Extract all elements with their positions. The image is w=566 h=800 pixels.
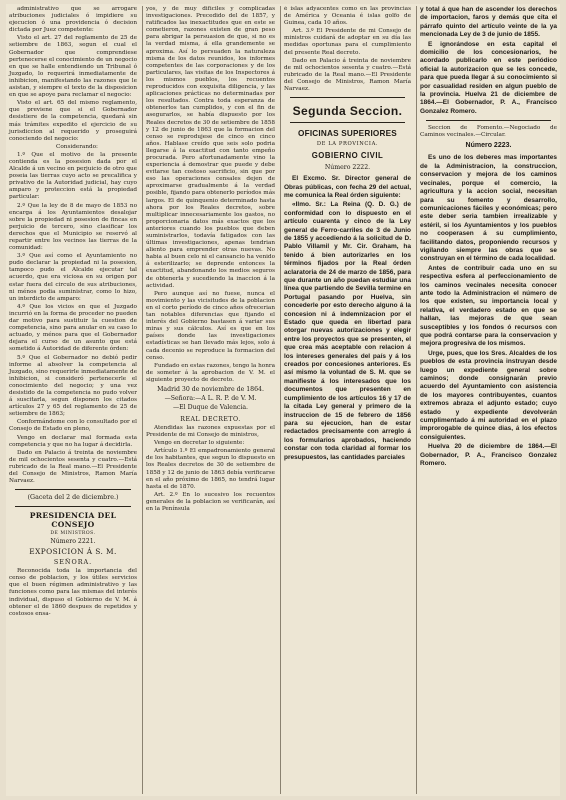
paragraph: E ignorándose en esta capital el domicilio de los concesionarios, he acordado publicarlo en este periódico oficial la autorizacion que se les concede, para que pueda llegar á su conocimiento si por casualidad residen en algun pueblo de la provincia. Huelva 21 de diciembre de 1864.—El Gobernador, P. A., Francisco Gonzalez Romero. — [420, 40, 557, 115]
paragraph: Antes de contribuir cada uno en su respectiva esfera al perfeccionamiento de los caminos vecinales necesita conocer ante todo la Administracion el número de los que existen, su importancia local y relativa, el verdadero estado en que se hallan, las mejoras de que sean susceptibles y los fondos ó recursos con que podrá contarse para la conservacion y mejora progresiva de los mismos. — [420, 264, 557, 348]
paragraph: Huelva 20 de diciembre de 1864.—El Gobernador, P. A., Francisco Gonzalez Romero. — [420, 443, 557, 468]
paragraph: Dado en Palacio á treinta de noviembre de mil ochocientos sesenta y cuatro.—Está rubricado de la Real mano.—El Presidente del Consejo de Ministros, Ramon María Narvaez. — [9, 449, 137, 485]
salutation: SEÑORA. — [53, 558, 93, 567]
paragraph: Atendidas las razones expuestas por el Presidente de mi Consejo de ministros, — [146, 424, 275, 439]
fomento-heading: Seccion de Fomento.—Negociado de Caminos vecinales.—Circular. — [420, 125, 557, 139]
signature: —El Duque de Valencia. — [172, 403, 249, 411]
paragraph: 4.º Que los vicios en que el Juzgado incurrió en la forma de proceder no pueden dar motivo para sustituir la cuestion de competencia, sino para anular en su caso lo actuado, y ménos para que el Gobernador dejara el curso de un asunto que está sometido á Autoridad de diferente órden: — [9, 303, 137, 353]
document-number: Número 2221. — [50, 538, 96, 546]
paragraph: Conformándome con lo consultado por el Consejo de Estado en pleno, — [9, 419, 137, 433]
paragraph: Dado en Palacio á treinta de noviembre de mil ochocientos sesenta y cuatro.—Está rubricado de la Real mano.—El Presidente del Consejo de Ministros, Ramon María Narvaez. — [284, 57, 411, 93]
paragraph: Art. 3.º El Presidente de mi Consejo de ministros cuidará de adoptar en su día las medidas oportunas para el cumplimiento del presente Real decreto. — [284, 28, 411, 56]
divider — [15, 489, 131, 490]
paragraph: é islas adyacentes como en las provincias de América y Oceania é islas golfo de Guinea, cada 10 años. — [284, 6, 411, 27]
paragraph: Fundado en estas razones, tengo la honra de someter á la aprobacion de V. M. el siguiente proyecto de decreto. — [146, 362, 275, 383]
section-title: Segunda Seccion. — [292, 104, 403, 119]
paragraph: Art. 2.º En lo sucesivo los recuentos generales de la poblacion se verificarán, así en la Península — [146, 491, 275, 512]
divider — [426, 120, 551, 121]
decree-heading: REAL DECRETO. — [180, 415, 241, 423]
newspaper-page — [6, 4, 560, 796]
column-1 — [6, 6, 140, 794]
paragraph: 1.º Que el motivo de la presente contienda es la posesion dada por el Alcalde á un vecino en perjuicio de otro que poseia las tierras cuyo acto se precalifica y privativo de la Autoridad judicial, hay cuyo amparo y proteccion está la propiedad particular: — [9, 151, 137, 201]
province-subheading: DE LA PROVINCIA. — [316, 141, 379, 148]
paragraph: Reconocida toda la importancia del censo de poblacion, y los útiles servicios que el buen régimen administrativo y las funciones como para las mismas del interés individual, dispuso el Gobierno de V. M. á obtener el de 1860 despues de repetidos y costosos ensa- — [9, 568, 137, 617]
closing-line: —Señora:—A L. R. P. de V. M. — [164, 394, 257, 402]
paragraph: Visto el art. 27 del reglamento de 25 de setiembre de 1863, segun el cual el Gobernador que comprendiese pertenecerse el conocimiento de un negocio en que se halle entendiendo un Tribunal ó Juzgado, lo requerirá inmediatamente de inhibicion, manifestando las razones que le asistan, y siempre el texto de la disposicion en que se apoye para reclamar el negocio: — [9, 35, 137, 99]
paragraph: 3.º Que así como el Ayuntamiento no pudo declarar la propiedad ni la posesion, tampoco pudo el Alcalde ejecutar tal acuerdo, que era viciosa en su origen por estar fuera del circulo de sus atribuciones, ni ménos podia suministrar, como lo hizo, un interdicto de amparo: — [9, 253, 137, 302]
exposition-heading: EXPOSICION Á S. M. — [29, 547, 117, 557]
document-number: Número 2222. — [324, 164, 371, 172]
paragraph: «Ilmo. Sr.: La Reina (Q. D. G.) de conformidad con lo dispuesto en el artículo cuarenta y cinco de la Ley general de Ferro-carriles de 3 de Junio de 1855 y accediendo á la solicitud de D. Pablo Villamil y Mr. Cir. Graham, ha tenido á bien autorizarles en los términos fijados por la Real órden aclaratoria de 24 de marzo de 1856, para que durante un año puedan estudiar una línea que partiendo de Sevilla termine en Portugal pasando por Huelva, sin concederle por esto derecho alguno á la concesion ni á indemnizacion por el Estado que queda en libertad para otorgar nuevas autorizaciones y elegir entre los proyectos que se presenten, el que crea más aceptable con relacion á los intereses generales del país y á los creados por concesiones anteriores. Es así mismo la voluntad de S. M. que se manifieste á los interesados que los documentos que presenten en cumplimiento de los artículos 16 y 17 de la citada Ley general y primero de la instruccion de 15 de febrero de 1856 para su ejecucion, han de estar redactados precisamente con arreglo á los formularios aprobados, haciendo constar con toda claridad al formar los presupuestos, las cantidades parciales — [284, 201, 411, 461]
paragraph: 2.º Que la ley de 8 de mayo de 1853 no encarga á los Ayuntamientos desalojar sobre la propiedad ni posesion de fincas en perjuicio de tercero, sino clasificar los derechos que el Municipio se reservó al repartir entre los vecinos las tierras de la comunidad: — [9, 202, 137, 252]
document-number: Número 2223. — [465, 142, 512, 150]
offices-heading: OFICINAS SUPERIORES — [298, 129, 397, 139]
paragraph: administrativo que se arrogare atribuciones judiciales ó impidiere su ejecucion ó una providencia ó decision dictada por Juez competente: — [9, 6, 137, 34]
paragraph: Artículo 1.º El empadronamiento general de los habitantes, que segun lo dispuesto en los Reales decretos de 30 de setiembre de 1858 y 12 de junio de 1863 debía verificarse en el año próximo de 1865, no tendrá lugar hasta el de 1870. — [146, 448, 275, 490]
paragraph: 5.º Que el Gobernador no debió pedir informe al absolver la competencia al Juzgado, sino requerirle inmediatamente de inhibicion, si consideró pertenecerle el conocimiento del negocio; y una vez desistido de la competencia no pudo volver á suscitarla, segun disponen los citados artículos 27 y 65 del reglamento de 25 de setiembre de 1863; — [9, 354, 137, 418]
paragraph: y total á que han de ascender los derechos de importacion, faros y demás que cita el párrafo quinto del artículo veinte de la ya mencionada Ley de 3 de junio de 1855. — [420, 6, 557, 39]
divider — [290, 122, 405, 123]
section-heading: PRESIDENCIA DEL CONSEJO — [29, 511, 117, 530]
col1-top-text — [9, 6, 137, 485]
column-2 — [142, 6, 278, 794]
section-subheading: DE MINISTROS. — [50, 531, 96, 537]
gaceta-reference: (Gaceta del 2 de diciembre.) — [27, 494, 119, 502]
column-4 — [416, 6, 560, 794]
paragraph: Es uno de los deberes mas importantes de la Administracion, la construccion, conservacion y mejora de los caminos vecinales, porque el comercio, la agricultura y la accion social, necesitan para su fomento y desarrollo, comunicaciones fáciles y económicas; pero este deber seria tambien irrealizable y estéril, si los Ayuntamientos y los pueblos no cooperasen á su cumplimiento, facilitando datos, proponiendo recursos y vigilando siempre las obras que se construyan en el término de cada localidad. — [420, 154, 557, 263]
paragraph: El Excmo. Sr. Director general de Obras públicas, con fecha 29 del actual, me comunica la Real órden siguiente: — [284, 175, 411, 199]
divider — [290, 97, 405, 98]
divider — [15, 506, 131, 507]
paragraph: Vengo en declarar mal formada esta competencia y que no ha lugar á decidirla. — [9, 434, 137, 448]
paragraph: yos, y de muy difíciles y complicadas investigaciones. Precedido del de 1857, y ratificados las inexactitudes que en este se cometieron, razones existen de gran peso para abrigar la persuasion de que, si no es la verdad misma, á ella grandemente se aproxima. Así lo persuaden la naturaleza misma de los datos reunidos, los informes competentes de las corporaciones y de los particulares, las visitas de los Inspectores á los mismos pueblos, los recuentos reproducidos con exquisita diligencia, y las aplicaciones prácticas no determinadas por los resultados. Contra toda esperanza de obtenerlos tan cumplidos, y con el fin de asegurarlos, se había dispuesto por los Reales decretos de 30 de setiembre de 1858 y 12 de junio de 1863 que la formacion del censo se reprodujese de cinco en cinco años. Hablase creído que seis solo podria llegarse á la exactitud con tanto empeño procurada. Pero afortunadamente vino la experiencia á demostrar que puede y debe evitarse tan costoso sacrificio, sin que por eso las operaciones censales dejen de aproximarse gradualmente á la verdad posible, fijando para obtenerlo períodos más largos. El de quinquenio determinado hasta ahora por los Reales decretos, sobre multiplicar innecesariamente los gastos, no proporcionaria datos más exactos que los anteriores cuando los pueblos que deben suministrarlos, todavía fatigados con las últimas investigaciones, apenas tendrian aliento para emprender otras nuevas. No habia al buen celo ni el cansancio ha venido á esterilizarlo; se deprende entonces la exactitud, abandonando los medios seguros de obtenerla y sucediendo la inaccion á la actividad. — [146, 6, 275, 289]
date-line: Madrid 30 de noviembre de 1864. — [157, 385, 264, 393]
government-heading: GOBIERNO CIVIL — [311, 151, 384, 161]
paragraph: Vengo en decretar lo siguiente: — [154, 440, 245, 447]
paragraph: Urge, pues, que los Sres. Alcaldes de los pueblos de esta provincia instruyan desde luego un expediente general sobre caminos; donde consignarán previo acuerdo del Ayuntamiento con asistencia de los mayores contribuyentes, cuantos extremos abraza el adjunto estado; cuyo estado y expediente devolverán cumplimentado á mi autoridad en el plazo improrogable de quince dias, á los efectos consiguientes. — [420, 349, 557, 441]
paragraph: Considerando: — [56, 143, 98, 150]
paragraph: Pero aunque así no fuese, nunca el movimiento y las vicisitudes de la poblacion en el corto período de cinco años ofrecerian tan notables diferencias que fijando el interés del Gobierno bastasen á variar sus miras y sus cálculos. Así es que en los países donde las investigaciones estadísticas se han llevado más lejos, solo á cada decenio se reproduce la formacion del censo. — [146, 290, 275, 361]
paragraph: Visto el art. 65 del mismo reglamento, que previene que si el Gobernador desistiere de la competencia, quedará sin más trámites expedito el ejercicio de su jurisdiccion al requerido y proseguirá conociendo del negocio: — [9, 100, 137, 142]
column-3 — [280, 6, 414, 794]
